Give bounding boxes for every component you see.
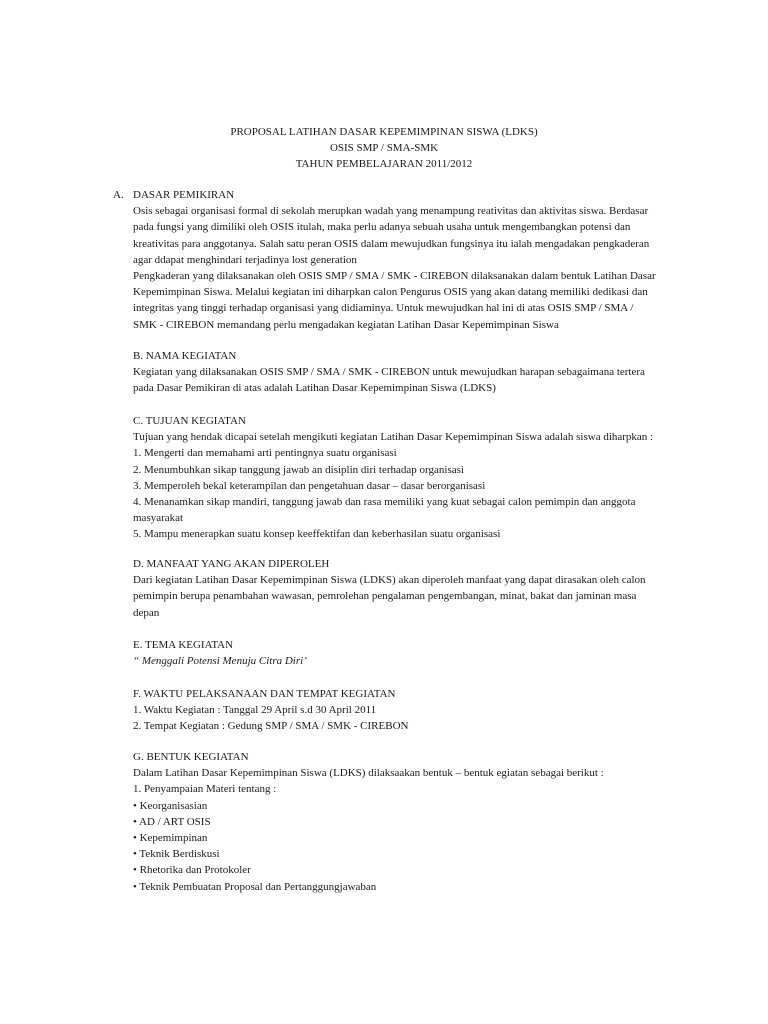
section-f-line: 1. Waktu Kegiatan : Tanggal 29 April s.d 30 April 2011	[133, 704, 377, 717]
section-b	[133, 348, 673, 397]
section-c-line: 1. Mengerti dan memahami arti pentingnya suatu organisasi	[133, 447, 397, 460]
document-title	[0, 124, 768, 172]
section-d-line: Dari kegiatan Latihan Dasar Kepemimpinan Siswa (LDKS) akan diperoleh manfaat yang dapat dirasakan oleh calon	[133, 574, 646, 587]
section-f-line: 2. Tempat Kegiatan : Gedung SMP / SMA / SMK - CIREBON	[133, 720, 409, 733]
section-a-line: SMK - CIREBON memandang perlu mengadakan kegiatan Latihan Dasar Kepemimpinan Siswa	[133, 318, 559, 331]
section-c-line: 5. Mampu menerapkan suatu konsep keeffektifan dan keberhasilan suatu organisasi	[133, 528, 501, 541]
bullet-item: • Teknik Pembuatan Proposal dan Pertanggungjawaban	[133, 880, 377, 893]
title-line-2: OSIS SMP / SMA-SMK	[329, 142, 439, 154]
section-c	[133, 413, 673, 543]
bullet-item: • Kepemimpinan	[133, 832, 208, 845]
theme-quote: “ Menggali Potensi Menuju Citra Diri’	[133, 655, 307, 668]
section-c-line: masyarakat	[133, 512, 184, 525]
section-a	[113, 187, 673, 333]
section-g-line: 1. Penyampaian Materi tentang :	[133, 783, 277, 796]
section-c-heading: C. TUJUAN KEGIATAN	[133, 415, 246, 427]
section-c-line: 4. Menanamkan sikap mandiri, tanggung jawab dan rasa memiliki yang kuat sebagai calon pemimpin dan anggota	[133, 496, 636, 509]
section-c-line: Tujuan yang hendak dicapai setelah mengikuti kegiatan Latihan Dasar Kepemimpinan Siswa adalah siswa diharpkan :	[133, 431, 654, 444]
section-f-heading: F. WAKTU PELAKSANAAN DAN TEMPAT KEGIATAN	[133, 688, 396, 700]
section-d	[133, 556, 673, 621]
section-a-heading: DASAR PEMIKIRAN	[133, 189, 235, 201]
title-line-1: PROPOSAL LATIHAN DASAR KEPEMIMPINAN SISWA (LDKS)	[230, 126, 538, 138]
section-g-heading: G. BENTUK KEGIATAN	[133, 751, 249, 763]
section-d-heading: D. MANFAAT YANG AKAN DIPEROLEH	[133, 558, 330, 570]
section-d-line: depan	[133, 606, 160, 619]
title-line-3: TAHUN PEMBELAJARAN 2011/2012	[295, 158, 473, 170]
section-f	[133, 686, 673, 735]
section-g-line: Dalam Latihan Dasar Kepemimpinan Siswa (LDKS) dilaksaakan bentuk – bentuk egiatan sebagai berikut :	[133, 767, 604, 780]
section-c-line: 3. Memperoleh bekal keterampilan dan pengetahuan dasar – dasar berorganisasi	[133, 479, 486, 492]
section-d-line: pemimpin berupa penambahan wawasan, pemrolehan pengalaman pengembangan, minat, bakat dan jaminan masa	[133, 590, 637, 603]
section-b-line: Kegiatan yang dilaksanakan OSIS SMP / SMA / SMK - CIREBON untuk mewujudkan harapan sebagaimana tertera	[133, 366, 645, 379]
section-a-line: Kepemimpinan Siswa. Melalui kegiatan ini diharpkan calon Pengurus OSIS yang akan datang memiliki dedikasi dan	[133, 286, 648, 299]
section-a-line: Osis sebagai organisasi formal di sekolah merupkan wadah yang menampung reativitas dan aktivitas siswa. Berdasar	[133, 205, 649, 218]
section-a-line: integritas yang tinggi terhadap organisasi yang didiaminya. Untuk mewujudkan hal ini di atas OSIS SMP / SMA /	[133, 302, 634, 315]
section-e-heading: E. TEMA KEGIATAN	[133, 639, 234, 651]
section-b-line: pada Dasar Pemikiran di atas adalah Latihan Dasar Kepemimpinan Siswa (LDKS)	[133, 382, 496, 395]
section-c-line: 2. Menumbuhkan sikap tanggung jawab an disiplin diri terhadap organisasi	[133, 463, 464, 476]
section-b-heading: B. NAMA KEGIATAN	[133, 350, 237, 362]
section-a-line: agar ddapat menghindari terjadinya lost generation	[133, 253, 357, 266]
section-a-line: Pengkaderan yang dilaksanakan oleh OSIS SMP / SMA / SMK - CIREBON dilaksanakan dalam bentuk Latihan Dasar	[133, 270, 656, 283]
section-a-line: pada fungsi yang dimiliki oleh OSIS itulah, maka perlu adanya sebuah usaha untuk mengembangkan potensi dan	[133, 221, 631, 234]
bullet-item: • Rhetorika dan Protokoler	[133, 864, 251, 877]
bullet-item: • Keorganisasian	[133, 799, 208, 812]
section-e	[133, 637, 673, 669]
bullet-item: • Teknik Berdiskusi	[133, 848, 220, 861]
bullet-item: • AD / ART OSIS	[133, 815, 211, 828]
section-g	[133, 749, 673, 895]
section-a-marker: A.	[113, 189, 124, 201]
section-a-line: kreativitas para anggotanya. Salah satu peran OSIS dalam mewujudkan fungsinya itu ialah mengadakan pengkaderan	[133, 237, 650, 250]
